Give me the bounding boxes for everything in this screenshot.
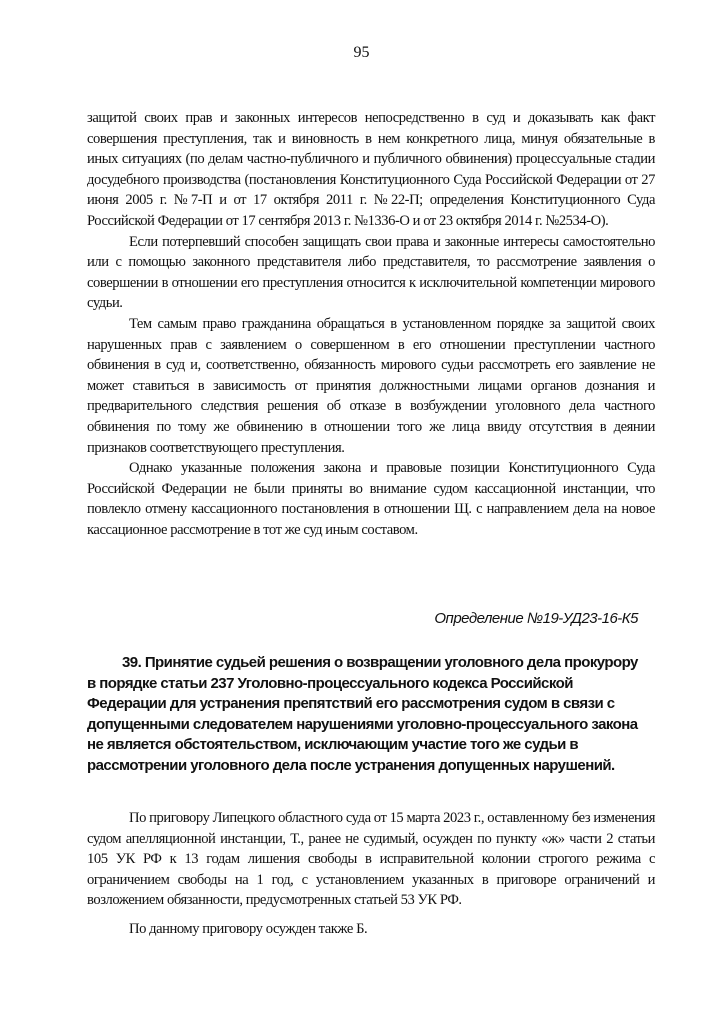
paragraph: Однако указанные положения закона и правовые позиции Конституционного Суда Российской Федерации не были приняты во внимание судом кассационной инстанции, что повлекло отмену кассационного постановления в отношении Щ. с направлением дела на новое кассационное рассмотрение в тот же суд иным составом. bbox=[87, 460, 655, 538]
body-text-upper bbox=[87, 108, 655, 540]
page-number: 95 bbox=[353, 44, 370, 61]
paragraph: По приговору Липецкого областного суда от 15 марта 2023 г., оставленному без изменения судом апелляционной инстанции, Т., ранее не судимый, осужден по пункту «ж» части 2 статьи 105 УК РФ к 13 годам лишения свободы в исправительной колонии строгого режима с ограничением свободы на 1 год, с установлением указанных в приговоре ограничений и возложением обязанности, предусмотренных статьей 53 УК РФ. bbox=[87, 810, 655, 909]
decision-reference: Определение №19-УД23-16-К5 bbox=[434, 610, 638, 627]
paragraph: Тем самым право гражданина обращаться в установленном порядке за защитой своих нарушенных прав с заявлением о совершенном в его отношении преступлении частного обвинения в суд и, соответственно, обязанность мирового судьи рассмотреть его заявление не может ставиться в зависимость от принятия должностными лицами органов дознания и предварительного следствия решения об отказе в возбуждении уголовного дела частного обвинения по тому же обвинению в отношении того же лица ввиду отсутствия в деянии признаков соответствующего преступления. bbox=[87, 315, 655, 456]
section-heading: 39. Принятие судьей решения о возвращении уголовного дела прокурору в порядке статьи 237 Уголовно-процессуального кодекса Российской Федерации для устранения препятствий его рассмотрения судом в связи с допущенными следователем нарушениями уголовно-процессуального закона не является обстоятельством, исключающим участие того же судьи в рассмотрении уголовного дела после устранения допущенных нарушений. bbox=[87, 654, 638, 774]
paragraph: По данному приговору осужден также Б. bbox=[129, 920, 368, 937]
paragraph: Если потерпевший способен защищать свои права и законные интересы самостоятельно или с помощью законного представителя либо представителя, то рассмотрение заявления о совершении в отношении его преступления относится к исключительной компетенции мирового судьи. bbox=[87, 233, 655, 312]
paragraph: защитой своих прав и законных интересов непосредственно в суд и доказывать как факт совершения преступления, так и виновность в нем конкретного лица, минуя обязательные в иных ситуациях (по делам частно-публичного и публичного обвинения) процессуальные стадии досудебного производства (постановления Конституционного Суда Российской Федерации от 27 июня 2005 г. №7-П и от 17 октября 2011 г. №22-П; определения Конституционного Суда Российской Федерации от 17 сентября 2013 г. №1336-О и от 23 октября 2014 г. №2534-О). bbox=[87, 110, 655, 229]
body-text-lower bbox=[87, 808, 655, 940]
